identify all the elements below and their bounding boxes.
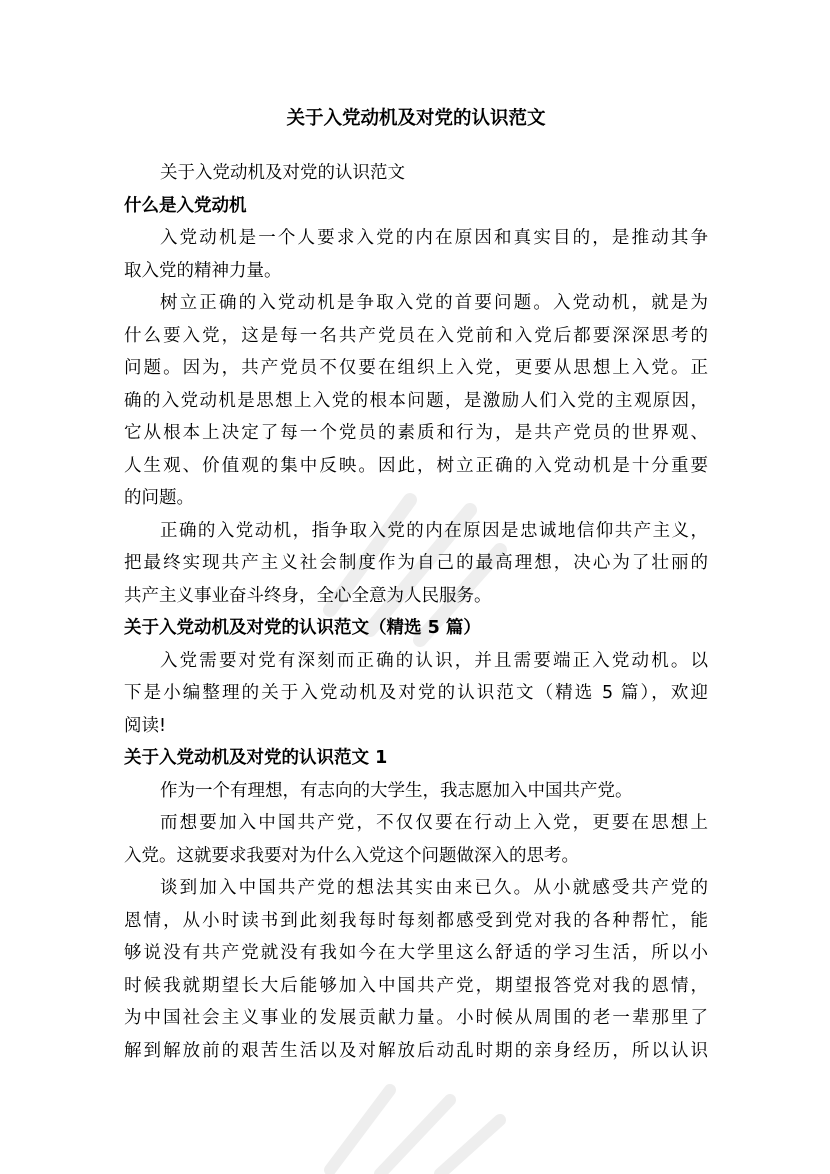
paragraph-line: 时候我就期望长大后能够加入中国共产党，期望报答党对我的恩情， [124, 975, 708, 996]
paragraph-7 [124, 872, 708, 1067]
paragraph-line: 阅读! [124, 715, 167, 736]
paragraph-6 [124, 807, 708, 872]
paragraph-line: 正确的入党动机，指争取入党的内在原因是忠诚地信仰共产主义， [160, 520, 708, 541]
paragraph-line: 入党动机是一个人要求入党的内在原因和真实目的，是推动其争 [160, 228, 708, 248]
paragraph-line: 作为一个有理想，有志向的大学生，我志愿加入中国共产党。 [160, 780, 633, 801]
section-heading-selected-essays: 关于入党动机及对党的认识范文（精选 5 篇） [124, 618, 481, 638]
paragraph-5 [124, 775, 708, 808]
paragraph-line: 谈到加入中国共产党的想法其实由来已久。从小就感受共产党的 [160, 878, 708, 898]
paragraph-line: 下是小编整理的关于入党动机及对党的认识范文（精选 5 篇），欢迎 [124, 683, 708, 703]
paragraph-line: 确的入党动机是思想上入党的根本问题，是激励人们入党的主观原因， [124, 390, 708, 411]
subtitle: 关于入党动机及对党的认识范文 [160, 163, 405, 183]
paragraph-line: 入党需要对党有深刻而正确的认识，并且需要端正入党动机。以 [160, 650, 708, 671]
paragraph-line: 够说没有共产党就没有我如今在大学里这么舒适的学习生活，所以小 [124, 943, 708, 963]
paragraph-line: 它从根本上决定了每一个党员的素质和行为，是共产党员的世界观、 [124, 423, 708, 443]
page-title: 关于入党动机及对党的认识范文 [286, 108, 546, 129]
paragraph-2 [124, 287, 708, 515]
paragraph-3 [124, 515, 708, 613]
paragraph-line: 取入党的精神力量。 [124, 260, 282, 281]
paragraph-4 [124, 645, 708, 743]
paragraph-line: 问题。因为，共产党员不仅要在组织上入党，更要从思想上入党。正 [124, 358, 708, 378]
section-heading-what-is-motivation: 什么是入党动机 [124, 195, 247, 216]
document-body [124, 101, 708, 1067]
section-heading-essay-1: 关于入党动机及对党的认识范文 1 [124, 748, 388, 768]
paragraph-line: 而想要加入中国共产党，不仅仅要在行动上入党，更要在思想上 [160, 813, 708, 833]
paragraph-line: 把最终实现共产主义社会制度作为自己的最高理想，决心为了壮丽的 [124, 553, 708, 573]
paragraph-line: 树立正确的入党动机是争取入党的首要问题。入党动机，就是为 [160, 293, 708, 313]
paragraph-line: 人生观、价值观的集中反映。因此，树立正确的入党动机是十分重要 [124, 455, 708, 476]
paragraph-line: 的问题。 [124, 488, 194, 508]
paragraph-line: 恩情，从小时读书到此刻我每时每刻都感受到党对我的各种帮忙，能 [124, 910, 708, 931]
watermark-graphic-bottom [300, 1050, 520, 1174]
paragraph-line: 共产主义事业奋斗终身，全心全意为人民服务。 [124, 585, 492, 606]
paragraph-line: 入党。这就要求我要对为什么入党这个问题做深入的思考。 [124, 845, 579, 866]
paragraph-line: 为中国社会主义事业的发展贡献力量。小时候从周围的老一辈那里了 [124, 1008, 708, 1028]
paragraph-line: 解到解放前的艰苦生活以及对解放后动乱时期的亲身经历，所以认识 [124, 1040, 708, 1061]
paragraph-line: 什么要入党，这是每一名共产党员在入党前和入党后都要深深思考的 [124, 325, 708, 346]
paragraph-1 [124, 222, 708, 287]
